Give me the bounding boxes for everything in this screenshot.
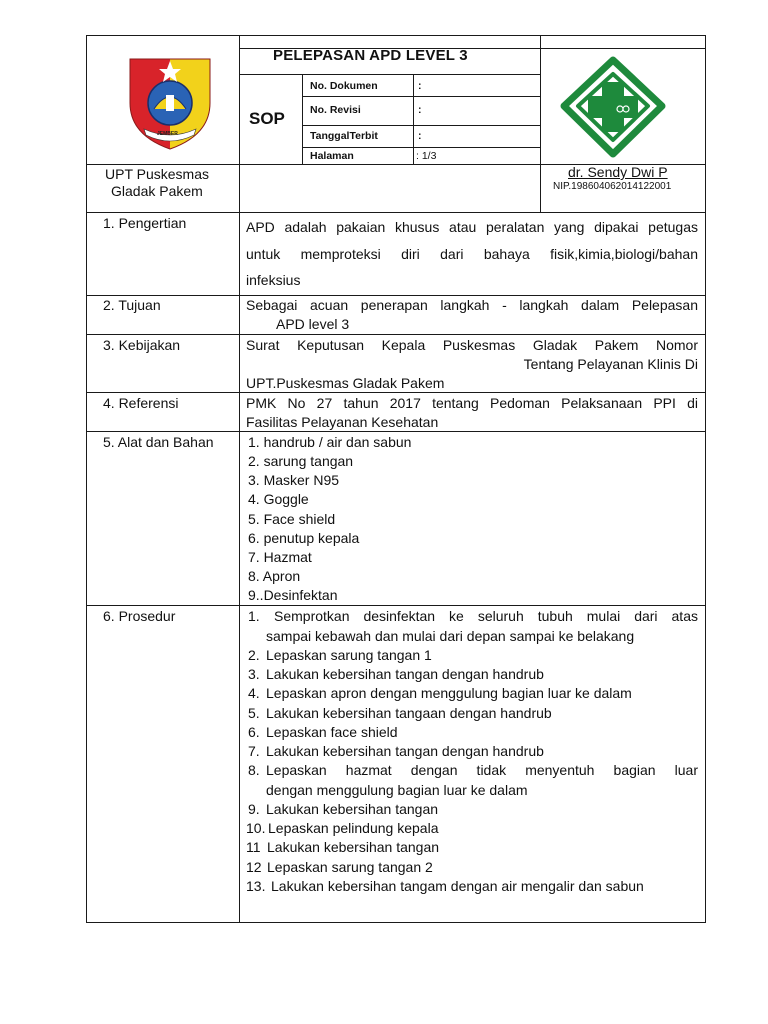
step-text: Lepaskan apron dengan menggulung bagian luar ke dalam bbox=[266, 685, 632, 701]
body-line: APD adalah pakaian khusus atau peralatan yang dipakai petugas bbox=[246, 219, 698, 235]
list-item: 1. handrub / air dan sabun bbox=[248, 434, 412, 450]
body-line: Surat Keputusan Kepala Puskesmas Gladak Pakem Nomor bbox=[246, 337, 698, 353]
body-line: UPT.Puskesmas Gladak Pakem bbox=[246, 375, 445, 391]
step-number: 11 bbox=[246, 839, 261, 855]
doc-field-value: : 1/3 bbox=[416, 150, 437, 162]
step-number: 4. bbox=[248, 685, 260, 701]
step-text: Lakukan kebersihan tangan dengan handrub bbox=[266, 666, 544, 682]
body-line: Sebagai acuan penerapan langkah - langkah dalam Pelepasan bbox=[246, 297, 698, 313]
body-line: Tentang Pelayanan Klinis Di bbox=[523, 356, 698, 372]
section-label-kebijakan: 3. Kebijakan bbox=[103, 337, 181, 353]
step-text: Lakukan kebersihan tangan bbox=[267, 839, 440, 855]
body-line: PMK No 27 tahun 2017 tentang Pedoman Pelaksanaan PPI di bbox=[246, 395, 698, 411]
step-text: Lepaskan pelindung kepala bbox=[268, 820, 439, 836]
step-text: Lakukan kebersihan tangam dengan air mengalir dan sabun bbox=[271, 878, 644, 894]
signer-name: dr. Sendy Dwi P bbox=[568, 164, 668, 180]
step-text: Lakukan kebersihan tangaan dengan handrub bbox=[266, 705, 552, 721]
list-item: 8. Apron bbox=[248, 568, 301, 584]
body-line: Fasilitas Pelayanan Kesehatan bbox=[246, 414, 439, 430]
step-text: dengan menggulung bagian luar ke dalam bbox=[266, 782, 528, 798]
doc-field-label: TanggalTerbit bbox=[310, 130, 378, 142]
step-number: 5. bbox=[248, 705, 260, 721]
step-number: 13. bbox=[246, 878, 266, 894]
doc-field-label: No. Dokumen bbox=[310, 80, 378, 92]
list-item: 2. sarung tangan bbox=[248, 453, 354, 469]
step-number: 12 bbox=[246, 859, 262, 875]
step-number: 1. bbox=[248, 608, 260, 624]
section-label-alat: 5. Alat dan Bahan bbox=[103, 434, 214, 450]
doc-field-value: : bbox=[418, 130, 422, 142]
list-item: 9..Desinfektan bbox=[248, 587, 338, 603]
list-item: 3. Masker N95 bbox=[248, 472, 340, 488]
body-line: APD level 3 bbox=[276, 316, 350, 332]
section-label-prosedur: 6. Prosedur bbox=[103, 608, 176, 624]
logo-jember bbox=[124, 55, 216, 151]
unit-name-line1: UPT Puskesmas bbox=[105, 166, 209, 182]
step-number: 6. bbox=[248, 724, 260, 740]
step-text: Lepaskan face shield bbox=[266, 724, 398, 740]
body-line: infeksius bbox=[246, 272, 301, 288]
step-number: 10. bbox=[246, 820, 266, 836]
doc-field-label: Halaman bbox=[310, 150, 354, 162]
step-number: 8. bbox=[248, 762, 260, 778]
step-text: Lepaskan sarung tangan 1 bbox=[266, 647, 432, 663]
step-text: Lepaskan sarung tangan 2 bbox=[267, 859, 433, 875]
step-text: sampai kebawah dan mulai dari depan sampai ke belakang bbox=[266, 628, 635, 644]
step-text: Lakukan kebersihan tangan bbox=[266, 801, 439, 817]
unit-name-line2: Gladak Pakem bbox=[111, 183, 203, 199]
signer-nip: NIP.198604062014122001 bbox=[553, 181, 672, 192]
doc-field-value: : bbox=[418, 104, 422, 116]
body-line: untuk memproteksi diri dari bahaya fisik,kimia,biologi/bahan bbox=[246, 246, 698, 262]
step-number: 9. bbox=[248, 801, 260, 817]
section-label-referensi: 4. Referensi bbox=[103, 395, 179, 411]
step-text: Lakukan kebersihan tangan dengan handrub bbox=[266, 743, 544, 759]
page-title: PELEPASAN APD LEVEL 3 bbox=[273, 47, 468, 64]
doc-field-value: : bbox=[418, 80, 422, 92]
step-number: 3. bbox=[248, 666, 260, 682]
step-text: Lepaskan hazmat dengan tidak menyentuh bagian luar bbox=[266, 762, 698, 778]
logo-ribbon-text: JEMBER bbox=[157, 131, 178, 137]
doc-field-label: No. Revisi bbox=[310, 104, 361, 116]
list-item: 7. Hazmat bbox=[248, 549, 312, 565]
list-item: 6. penutup kepala bbox=[248, 530, 360, 546]
section-label-tujuan: 2. Tujuan bbox=[103, 297, 161, 313]
logo-puskesmas bbox=[558, 56, 668, 158]
step-text: Semprotkan desinfektan ke seluruh tubuh mulai dari atas bbox=[274, 608, 698, 624]
list-item: 5. Face shield bbox=[248, 511, 336, 527]
list-item: 4. Goggle bbox=[248, 491, 309, 507]
sop-label: SOP bbox=[249, 109, 285, 128]
section-label-pengertian: 1. Pengertian bbox=[103, 215, 187, 231]
step-number: 2. bbox=[248, 647, 260, 663]
step-number: 7. bbox=[248, 743, 260, 759]
